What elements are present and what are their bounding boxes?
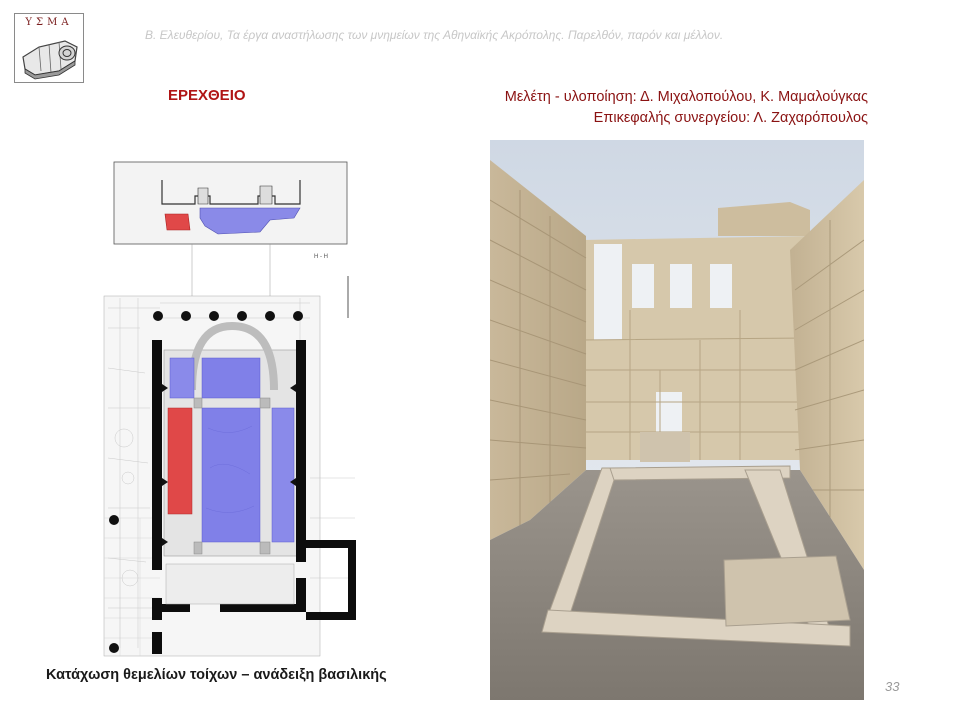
section-drawing xyxy=(114,162,347,298)
slide-title: ΕΡΕΧΘΕΙΟ xyxy=(168,87,246,104)
slide-caption: Κατάχωση θεμελίων τοίχων – ανάδειξη βασιλικής xyxy=(46,667,387,683)
section-label: Η - Η xyxy=(314,254,328,260)
header-subtitle: Β. Ελευθερίου, Τα έργα αναστήλωσης των μνημείων της Αθηναϊκής Ακρόπολης. Παρελθόν, παρόν και μέλλον. xyxy=(145,28,724,42)
logo-text: ΥΣΜΑ xyxy=(25,17,73,28)
credits xyxy=(505,87,868,129)
capital-fragment-icon xyxy=(19,31,81,81)
credit-study: Μελέτη - υλοποίηση: Δ. Μιχαλοπούλου, Κ. Μαμαλούγκας xyxy=(504,89,868,105)
ysma-logo xyxy=(14,13,84,83)
page-number: 33 xyxy=(885,679,900,694)
plan-drawing xyxy=(104,276,356,656)
erechtheion-interior-photo xyxy=(490,140,864,700)
erechtheion-plan-drawing xyxy=(100,158,362,658)
credit-head: Επικεφαλής συνεργείου: Λ. Ζαχαρόπουλος xyxy=(593,110,868,126)
